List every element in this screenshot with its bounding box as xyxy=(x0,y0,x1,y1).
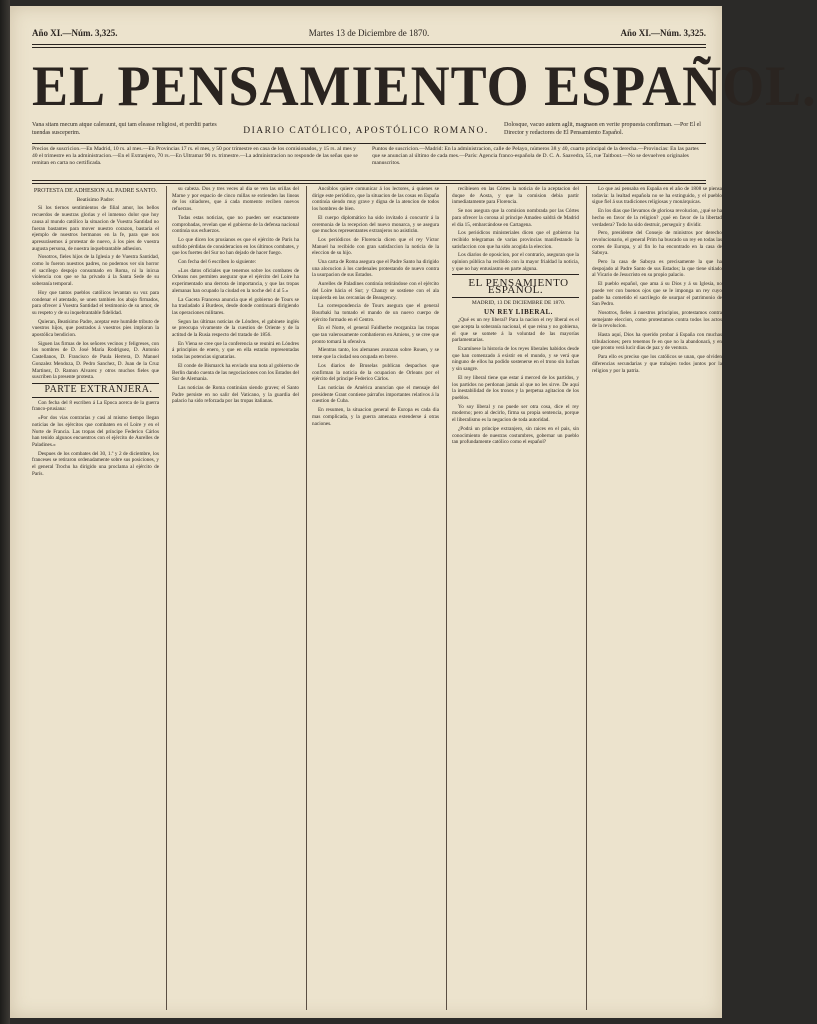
column-divider xyxy=(586,186,587,1010)
masthead-subtitle: DIARIO CATÓLICO, APOSTÓLICO ROMANO. xyxy=(243,126,489,136)
paragraph: ¿Qué es un rey liberal? Para la nacion el rey liberal es el que acepta la soberanía nacional, el que reina y no gobierna, el que se somete á la voluntad de las mayorías parlamentarias. xyxy=(452,317,579,344)
paragraph: recibiesen en las Córtes la noticia de la aceptacion del duque de Aosta, y que la comision debia partir inmediatamente para Florencia. xyxy=(452,186,579,206)
paragraph: Si los tiernos sentimientos de filial amor, los bellos recuerdos de nuestras glorias y el inmenso dolor que hoy causa al mundo católico la situacion de Vuestra Santidad no fueran bastantes para mover nuestro corazon, bastaria el ejemplo de nuestros hermanos en la fe, para que nos apresurásemos á protestar de nuevo, á los pies de vuestra augusta persona, de nuestra inquebrantable adhesion. xyxy=(32,205,159,252)
paragraph: Los periódicos ministeriales dicen que el gobierno ha recibido telegramas de varias provincias manifestando la satisfaccion con que ha sido acogida la eleccion. xyxy=(452,230,579,250)
issue-date: Martes 13 de Diciembre de 1870. xyxy=(308,28,430,38)
paragraph: Pero, presidente del Consejo de ministros por derecho revolucionario, el general Prim ha buscado un rey en todas las cortes de Europa, y al fin lo ha encontrado en la casa de Saboya. xyxy=(592,230,722,257)
paragraph: El rey liberal tiene que estar á merced de los partidos, y los partidos no perdonan jamás al que no les sirve. De aquí la inestabilidad de los tronos y la perpetua agitacion de los pueblos. xyxy=(452,374,579,401)
column-5 xyxy=(592,186,722,1010)
paragraph: Despues de los combates del 30, 1.º y 2 de diciembre, los franceses se retiraron ordenadamente sobre sus posiciones, y el general Trochu ha dirigido una proclama al ejército de París. xyxy=(32,450,159,477)
paragraph: Los periódicos de Florencia dicen que el rey Víctor Manuel ha recibido con gran satisfaccion la noticia de la eleccion de su hijo. xyxy=(312,236,439,257)
article-title: UN REY LIBERAL. xyxy=(484,307,553,316)
column-divider xyxy=(446,186,447,1010)
paragraph: Lo que así pensaba en España en el año de 1808 se piensa todavía: la lealtad española no se ha extinguido, y el pueblo sigue fiel á sus tradiciones religiosas y monárquicas. xyxy=(592,186,722,206)
paragraph: En los dias que llevamos de gloriosa revolucion, ¿qué se ha hecho en favor de la religion? ¿qué en favor de la libertad verdadera? Todo ha sido destruir, perseguir y dividir. xyxy=(592,208,722,228)
columns-area xyxy=(32,186,722,1010)
paragraph: Mientras tanto, los alemanes avanzan sobre Rouen, y se teme que la ciudad sea ocupada en breve. xyxy=(312,347,439,361)
paragraph: Los diarios de oposicion, por el contrario, aseguran que la opinion pública ha recibido con la mayor frialdad la noticia, y que no hay entusiasmo en parte alguna. xyxy=(452,252,579,272)
header-rule-top-thin xyxy=(32,47,706,48)
column-divider xyxy=(166,186,167,1010)
paragraph: Con fecha del 8 escriben á La Epoca acerca de la guerra franco-prusiana: xyxy=(32,399,159,413)
paragraph: Aurelles de Paladines continúa retirándose con el ejército del Loire hácia el Sur; y Chanzy se sostiene con el ala izquierda en las cercanías de Beaugency. xyxy=(312,281,439,301)
masthead-motto-right: Dolosque, vacuo autem aglit, magnaon en verite propuesta confirman. —Por El el Director y redactores de El Pensamiento Español. xyxy=(504,122,701,136)
column-4 xyxy=(452,186,579,1010)
column-1 xyxy=(32,186,159,1010)
prices-rule-bottom-thin xyxy=(32,183,706,184)
paragraph: Pero la casa de Saboya es precisamente la que ha despojado al Padre Santo de sus Estados; la que tiene sitiado al Vicario de Jesucristo en su propio palacio. xyxy=(592,259,722,279)
paragraph: Quieran, Beatísimo Padre, aceptar este humilde tributo de vuestros hijos, que postrados á vuestros pies imploran la apostólica bendicion. xyxy=(32,318,159,339)
paragraph: En Viena se cree que la conferencia se reunirá en Lóndres á principios de enero, y que en ella estarán representadas todas las potencias signatarias. xyxy=(172,340,299,361)
issue-number-right: Año XI.—Núm. 3,325. xyxy=(620,28,706,38)
header-rule-top xyxy=(32,44,706,45)
paragraph: Nosotros, fieles hijos de la Iglesia y de Vuestra Santidad, como lo fueron nuestros padres, no podemos ver sin horror el sacrílego despojo consumado en Roma, ni la inicua violencia con que se ha privado á la Santa Sede de su soberanía temporal. xyxy=(32,254,159,288)
column-3 xyxy=(312,186,439,1010)
subscription-points: Puntos de suscricion.—Madrid: En la administracion, calle de Pelayo, números 38 y 40, cuarto principal de la derecha.—Provincias: En las partes que se anuncian al último de cada mes.—París: Agencia franco-española de D. C. A. Saavedra, 55, rue Taitbout.—No se devuelven originales manuscritos. xyxy=(372,146,699,166)
section-el-pensamiento: EL PENSAMIENTO ESPAÑOL. xyxy=(452,274,579,297)
paragraph: ¿Podrá un príncipe extranjero, sin raices en el pais, sin conocimiento de nuestras costumbres, gobernar un pueblo tan profundamente católico como el español? xyxy=(452,425,579,446)
paragraph: Las noticias de América anuncian que el mensaje del presidente Grant contiene párrafos importantes relativos á la cuestion de Cuba. xyxy=(312,384,439,405)
paragraph: Los diarios de Bruselas publican despachos que confirman la noticia de la ocupacion de Orleans por el ejército del príncipe Federico Cárlos. xyxy=(312,362,439,383)
paragraph: Una carta de Roma asegura que el Padre Santo ha dirigido una alocucion á los cardenales protestando de nuevo contra la usurpacion de sus Estados. xyxy=(312,259,439,279)
paragraph: Para ello es preciso que los católicos se unan, que olviden diferencias secundarias y que trabajen todos juntos por la religion y por la patria. xyxy=(592,354,722,374)
masthead-motto-left: Vana sitam mecum atque caleraunt, qui tam eleasse religiosi, et perditi partes tuendas susceperim. xyxy=(32,122,217,136)
paragraph: En el Norte, el general Faidherbe reorganiza las tropas que tan valerosamente combatieron en Amiens, y se cree que pronto tomará la ofensiva. xyxy=(312,325,439,345)
prices-rule-bottom xyxy=(32,180,706,181)
prices-rule-top xyxy=(32,143,706,144)
paragraph: Examínese la historia de los reyes liberales habidos desde que han comenzado á existir en el mundo, y se verá que ninguno de ellos ha podido sostenerse en el trono sin luchas y sin sangre. xyxy=(452,346,579,373)
paragraph: «Por dos vias contrarias y casi al mismo tiempo llegan noticias de los ejércitos que combaten en el Loire y en el Norte de Francia. Las tropas del príncipe Federico Cárlos han tenido algunos encuentros con el ejército de Aurelles de Paladines.» xyxy=(32,415,159,448)
paragraph: Lo que dicen los prusianos es que el ejército de París ha sufrido pérdidas de consideracion en los últimos combates, y que los fuertes del Sur no han dejado de hacer fuego. xyxy=(172,236,299,257)
paragraph: Hasta aquí, Dios ha querido probar á España con muchas tribulaciones; pero tenemos fe en que no la abandonará, y en que pronto verá lucir dias de paz y de ventura. xyxy=(592,332,722,352)
newspaper-page xyxy=(10,6,817,1018)
paragraph: Ancóblos quiere comunicar á los lectores, á quienes se dirige este periódico, que la situacion de las cosas en España continúa siendo muy grave y digna de la atencion de todos los hombres de bien. xyxy=(312,186,439,213)
paragraph: Yo soy liberal y no puede ser otra cosa, dice el rey moderno; pero al decirlo, firma su propia sentencia, porque el liberalismo es la negacion de toda autoridad. xyxy=(452,403,579,424)
subscription-prices: Precios de suscricion.—En Madrid, 10 rs. al mes.—En Provincias 17 rs. el mes, y 50 por trimestre en casa de los comisionados, y 15 rs. al mes y 40 el trimestre en la administracion.—En el Extranjero, 70 rs.—En Ultramar 90 rs. trimestre.—La administracion no responde de las señas que se remitan en carta no certificada. xyxy=(32,146,358,166)
section-parte-extranjera: PARTE EXTRANJERA. xyxy=(32,383,159,398)
paragraph: La Gaceta Francesa anuncia que el gobierno de Tours se ha trasladado á Burdeos, desde donde continuará dirigiendo las operaciones militares. xyxy=(172,296,299,316)
paragraph: Siguen las firmas de los señores vecinos y feligreses, con los nombres de D. José María Rodriguez, D. Antonio Castellanos, D. Francisco de Paula Herrera, D. Manuel Gonzalez Mendoza, D. Pedro Sanchez, D. Juan de la Cruz Martinez, D. Ramon Alvarez y otros muchos fieles que suscriben la presente protesta. xyxy=(32,340,159,381)
paragraph: Las noticias de Roma continúan siendo graves; el Santo Padre persiste en no salir del Vaticano, y la guardia del palacio ha sido reforzada por las tropas italianas. xyxy=(172,384,299,405)
paragraph: Nosotros, fieles á nuestros principios, protestamos contra semejante eleccion, como protestamos contra todos los actos de la revolucion. xyxy=(592,309,722,330)
paragraph: La correspondencia de Tours asegura que el general Bourbaki ha tomado el mando de un nuevo cuerpo de ejército formado en el Centro. xyxy=(312,303,439,323)
paragraph: Con fecha del 6 escriben lo siguiente: xyxy=(178,259,257,266)
dateline: MADRID, 13 DE DICIEMBRE DE 1870. xyxy=(471,299,566,306)
paragraph: Se nos asegura que la comision nombrada por las Córtes para ofrecer la corona al príncipe Amadeo saldrá de Madrid el dia 15, embarcándose en Cartagena. xyxy=(452,208,579,228)
column-2 xyxy=(172,186,299,1010)
page-edge-shadow xyxy=(0,0,10,1024)
paragraph: En resumen, la situacion general de Europa es cada dia mas complicada, y la guerra amenaza extenderse á otras naciones. xyxy=(312,407,439,427)
paragraph: «Los datos oficiales que tenemos sobre los combates de Orleans nos permiten asegurar que el ejército del Loire ha experimentado una derrota de importancia, y que las tropas alemanas han ocupado la ciudad en la noche del 4 al 5.» xyxy=(172,267,299,294)
paragraph: Segun las últimas noticias de Lóndres, el gabinete inglés se preocupa vivamente de la cuestion de Oriente y de la actitud de la Rusia respecto del tratado de 1856. xyxy=(172,318,299,339)
protest-salutation: Beatísimo Padre: xyxy=(76,196,115,203)
issue-line xyxy=(32,28,706,42)
paragraph: su cabeza. Dos y tres veces al dia se ven las orillas del Marne y por espacio de cinco millas se extienden las lineas de los sitiadores, que á cada momento reciben nuevos refuerzos. xyxy=(172,186,299,213)
paragraph: El pueblo español, que ama á su Dios y á su Iglesia, no puede ver con buenos ojos que se le imponga un rey cuyo padre ha cometido el sacrilegio de usurpar el patrimonio de San Pedro. xyxy=(592,281,722,308)
masthead-title: EL PENSAMIENTO ESPAÑOL. xyxy=(32,54,817,118)
issue-number-left: Año XI.—Núm. 3,325. xyxy=(32,28,118,38)
column-divider xyxy=(306,186,307,1010)
paragraph: El cuerpo diplomático ha sido invitado á concurrir á la ceremonia de la recepcion del nuevo monarca, y se asegura que muchos representantes extranjeros no asistirán. xyxy=(312,214,439,235)
paragraph: Todas estas noticias, que no pueden ser exactamente comprobadas, revelan que el gobierno de la defensa nacional continúa sus esfuerzos. xyxy=(172,214,299,235)
paragraph: El conde de Bismarck ha enviado una nota al gobierno de Berlin dando cuenta de las negociaciones con los Estados del Sur de Alemania. xyxy=(172,362,299,383)
paragraph: Hoy que tantos pueblos católicos levantan su voz para condenar el atentado, se unen tambien los abajo firmados, para ofrecer á Vuestra Santidad el testimonio de su amor, de su respeto y de su inquebrantable fidelidad. xyxy=(32,289,159,316)
protest-heading: PROTESTA DE ADHESION AL PADRE SANTO. xyxy=(33,188,158,194)
